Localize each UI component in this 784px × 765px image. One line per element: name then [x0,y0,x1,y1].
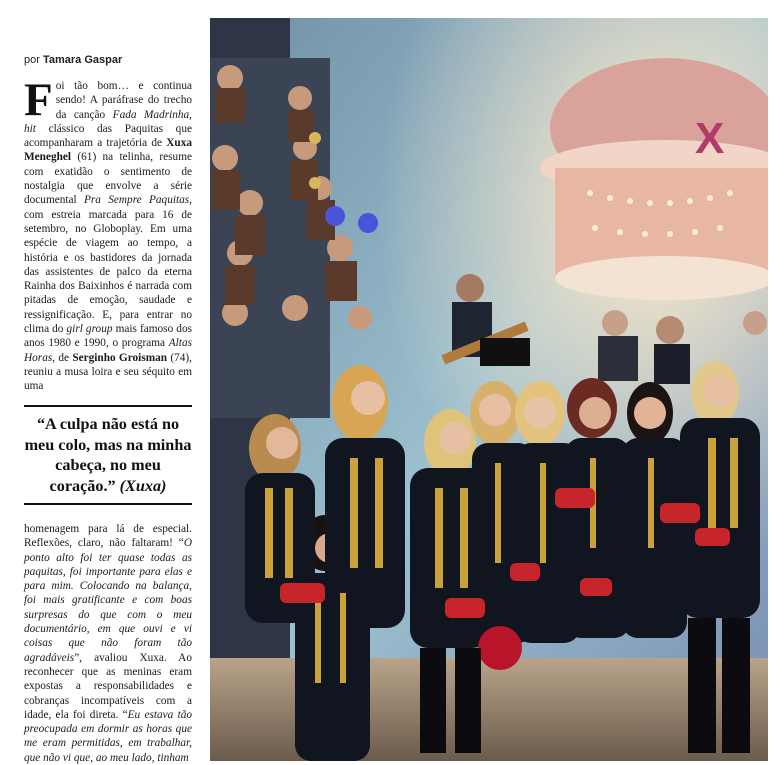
pull-quote [24,405,192,505]
article-paragraph-1 [24,74,192,394]
stage-photo [210,18,768,761]
text-run: hit [24,122,36,135]
text-run: homenagem para lá de especial. Reflexões, claro, não faltaram! “ [24,523,192,550]
stage-photo-illustration [210,18,768,761]
program-title: Altas Horas [24,337,192,364]
set-letter: X [695,114,725,163]
series-title: Pra Sempre Paquitas [84,194,190,207]
text-run: (74), reuniu a musa loira e seu séquito em uma [24,351,192,393]
pull-quote-attribution: (Xuxa) [119,476,167,495]
text-run: mais famoso dos anos 1980 e 1990, o programa [24,323,192,350]
article-paragraph-2 [24,522,192,765]
text-run: girl group [66,323,113,336]
text-run: oi tão bom… e continua sendo! A paráfrase do trecho da canção [55,80,192,121]
byline-prefix: por [24,54,40,66]
pompom [478,626,522,670]
song-title: Fada Madrinha [112,108,190,121]
byline-author: Tamara Gaspar [42,54,123,66]
stage-floor [210,658,768,761]
text-run: , [189,108,192,121]
stage-set-dome [540,58,768,300]
text-run: ”, avaliou Xuxa. Ao reconhecer que as meninas eram expostas a responsabilidades e cobranças incompatíveis com a idade, ela foi direta. “ [24,651,192,721]
text-run: (61) na telinha, resume com exatidão o sentimento de nostalgia que envolve a série documental [24,151,192,207]
byline [24,54,192,66]
quote-run: Eu estava tão preocupada em dormir as horas que me eram permitidas, em trabalhar, que não vi que, ao meu lado, tinham [24,708,192,764]
text-run: , com estreia marcada para 16 de setembro, no Globoplay. Em uma espécie de viagem ao tempo, a história e os bastidores da jornada das assistentes de palco da eterna Rainha dos Baixinhos é narrada com pitadas de emoção, saudade e ressignificação. E, para entrar no clima do [24,194,192,336]
text-run: clássico das Paquitas que acompanharam a trajetória de [24,122,192,150]
quote-run: O ponto alto foi ter quase todas as paquitas, foi importante para elas e para mim. Colocando na balança, foi mais gratificante e com boas surpresas do que com o meu documentário, em que ouvi e vi coisas que não foram tão agradáveis [24,537,192,664]
pull-quote-text: “A culpa não está no meu colo, mas na minha cabeça, no meu coração.” [24,415,192,495]
person-name: Xuxa Meneghel [24,137,192,164]
text-run: , de [52,351,73,364]
article-column-bottom [24,522,192,765]
article-column-top [24,54,192,394]
person-name: Serginho Groisman [72,351,168,364]
drop-cap: F [24,74,53,126]
